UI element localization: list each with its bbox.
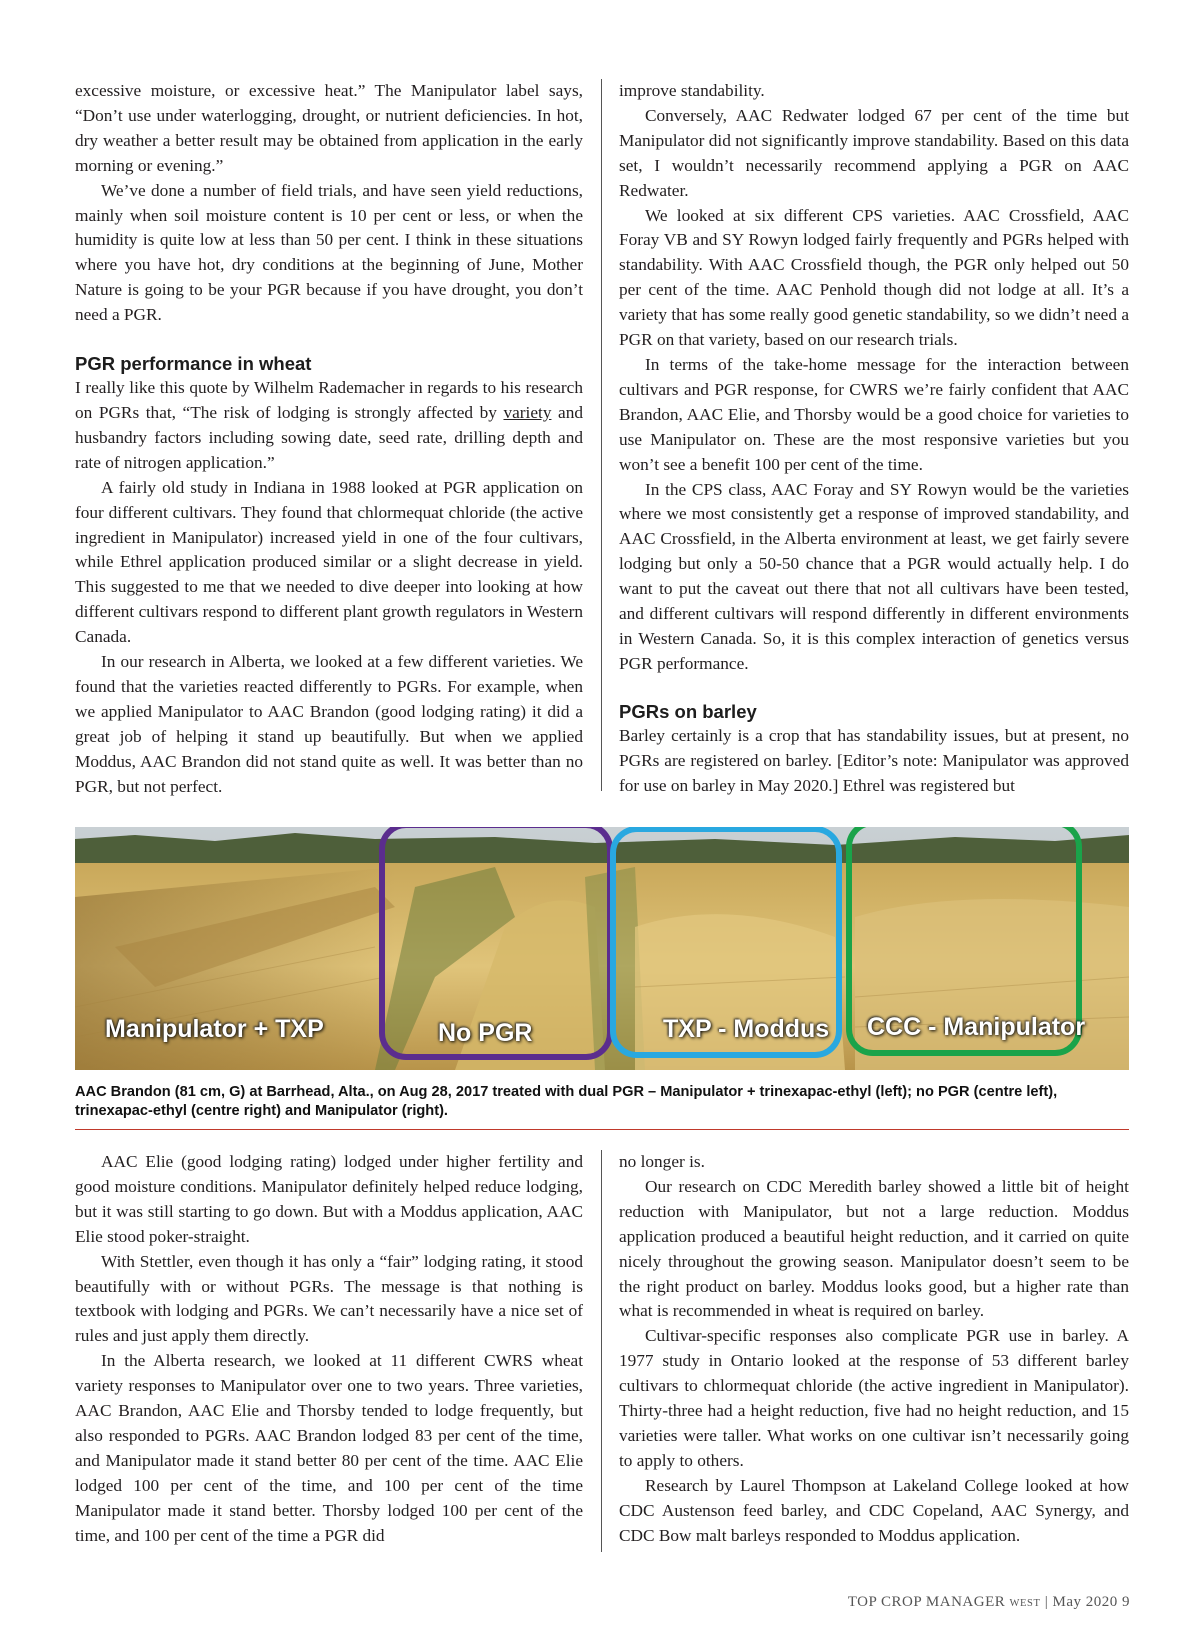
paragraph: AAC Elie (good lodging rating) lodged under higher fertility and good moisture conditions. Manipulator definitely helped reduce lodging, but it was still starting to go down. But with a Moddus application, AAC Elie stood poker-straight. [75, 1152, 583, 1246]
bottom-left-column [75, 1150, 583, 1549]
paragraph: no longer is. [619, 1152, 705, 1171]
paragraph: Barley certainly is a crop that has standability issues, but at present, no PGRs are registered on barley. [Editor’s note: Manipulator was approved for use on barley in May 2020.] Ethrel was registered but [619, 725, 1129, 795]
column-divider [601, 79, 602, 791]
magazine-edition: WEST [1009, 1598, 1041, 1609]
paragraph: In our research in Alberta, we looked at a few different varieties. We found that the varieties reacted differently to PGRs. For example, when we applied Manipulator to AAC Brandon (good lodging rating) it did a great job of helping it stand up beautifully. But when we applied Moddus, AAC Brandon did not stand quite as well. It was better than no PGR, but not perfect. [75, 652, 583, 796]
paragraph: improve standability. [619, 81, 765, 100]
photo-label-ccc-manipulator: CCC - Manipulator [867, 1013, 1086, 1041]
paragraph: We’ve done a number of field trials, and have seen yield reductions, mainly when soil moisture content is 10 per cent or less, or when the humidity is quite low at less than 50 per cent. I think in these situations where you have hot, dry conditions at the beginning of June, Mother Nature is going to be your PGR because if you have drought, you don’t need a PGR. [75, 180, 583, 325]
paragraph: Research by Laurel Thompson at Lakeland College looked at how CDC Austenson feed barley, and CDC Copeland, AAC Synergy, and CDC Bow malt barleys responded to Moddus application. [619, 1475, 1129, 1545]
page-number: 9 [1122, 1594, 1130, 1610]
photo-label-manipulator-txp: Manipulator + TXP [105, 1015, 324, 1043]
top-right-column [619, 79, 1129, 798]
paragraph: I really like this quote by Wilhelm Rademacher in regards to his research on PGRs that, “The risk of lodging is strongly affected by variety and husbandry factors including sowing date, seed rate, drilling depth and rate of nitrogen application.” [75, 378, 583, 472]
column-divider [601, 1150, 602, 1552]
issue-date: May 2020 [1052, 1594, 1118, 1610]
wheat-field-photo [75, 827, 1129, 1070]
paragraph: In terms of the take-home message for the interaction between cultivars and PGR response, for CWRS we’re fairly confident that AAC Brandon, AAC Elie, and Thorsby would be a good choice for varieties to use Manipulator on. These are the most responsive varieties but you won’t see a benefit 100 per cent of the time. [619, 354, 1129, 474]
section-heading-wheat: PGR performance in wheat [75, 353, 312, 375]
paragraph: Conversely, AAC Redwater lodged 67 per cent of the time but Manipulator did not significantly improve standability. Based on this data set, I wouldn’t necessarily recommend applying a PGR on AAC Redwater. [619, 105, 1129, 200]
variety-link[interactable]: variety [503, 402, 552, 422]
paragraph: We looked at six different CPS varieties. AAC Crossfield, AAC Foray VB and SY Rowyn lodged fairly frequently and PGRs helped with standability. With AAC Crossfield though, the PGR only helped out 50 per cent of the time. AAC Penhold though did not lodge at all. It’s a variety that has some really good genetic standability, so we didn’t need a PGR on that variety, based on our research trials. [619, 205, 1129, 350]
photo-label-txp-moddus: TXP - Moddus [663, 1015, 830, 1043]
paragraph: Our research on CDC Meredith barley showed a little bit of height reduction with Manipulator, but not a large reduction. Moddus application produced a beautiful height reduction, and it carried on quite nicely throughout the growing season. Manipulator doesn’t seem to be the right product on barley. Moddus looks good, but a higher rate than what is recommended in wheat is required on barley. [619, 1176, 1129, 1321]
photo-caption: AAC Brandon (81 cm, G) at Barrhead, Alta., on Aug 28, 2017 treated with dual PGR – Manipulator + trinexapac-ethyl (left); no PGR (centre left), trinexapac-ethyl (centre right) and Manipulator (right). [75, 1084, 1058, 1119]
paragraph: In the CPS class, AAC Foray and SY Rowyn would be the varieties where we most consistently get a response of improved standability, and AAC Crossfield, in the Alberta environment at least, we get fairly severe lodging but only a 50-50 chance that a PGR would actually help. I do want to put the caveat out there that not all cultivars have been tested, and different cultivars will respond differently in different environments in Western Canada. So, it is this complex interaction of genetics versus PGR performance. [619, 479, 1129, 673]
section-heading-barley: PGRs on barley [619, 700, 757, 722]
paragraph: In the Alberta research, we looked at 11 different CWRS wheat variety responses to Manipulator over one to two years. Three varieties, AAC Brandon, AAC Elie and Thorsby tended to lodge frequently, but also responded to PGRs. AAC Brandon lodged 83 per cent of the time, and Manipulator made it stand better 80 per cent of the time. AAC Elie lodged 100 per cent of the time, and 100 per cent of the time Manipulator made it stand better. Thorsby lodged 100 per cent of the time, and 100 per cent of the time a PGR did [75, 1351, 583, 1545]
paragraph: Cultivar-specific responses also complicate PGR use in barley. A 1977 study in Ontario looked at the response of 53 different barley cultivars to chlormequat chloride (the active ingredient in Manipulator). Thirty-three had a height reduction, five had no height reduction, and 15 varieties were taller. What works on one cultivar isn’t necessarily going to apply to others. [619, 1326, 1129, 1470]
footer-separator: | [1044, 1594, 1049, 1610]
top-left-column [75, 79, 583, 799]
page-footer [848, 1594, 1130, 1611]
paragraph: excessive moisture, or excessive heat.” The Manipulator label says, “Don’t use under waterlogging, drought, or nutrient deficiencies. In hot, dry weather a better result may be obtained from application in the early morning or evening.” [75, 81, 583, 175]
photo-label-no-pgr: No PGR [438, 1019, 533, 1047]
magazine-name: TOP CROP MANAGER [847, 1594, 1006, 1610]
paragraph: A fairly old study in Indiana in 1988 looked at PGR application on four different cultivars. They found that chlormequat chloride (the active ingredient in Manipulator) increased yield in one of the four cultivars, while Ethrel application produced similar or a slight decrease in yield. This suggested to me that we needed to dive deeper into looking at how different cultivars respond to different plant growth regulators in Western Canada. [75, 477, 583, 647]
caption-divider [75, 1129, 1129, 1130]
paragraph: With Stettler, even though it has only a “fair” lodging rating, it stood beautifully with or without PGRs. The message is that nothing is textbook with lodging and PGRs. We can’t necessarily have a nice set of rules and just apply them directly. [75, 1251, 583, 1346]
bottom-right-column [619, 1150, 1129, 1549]
